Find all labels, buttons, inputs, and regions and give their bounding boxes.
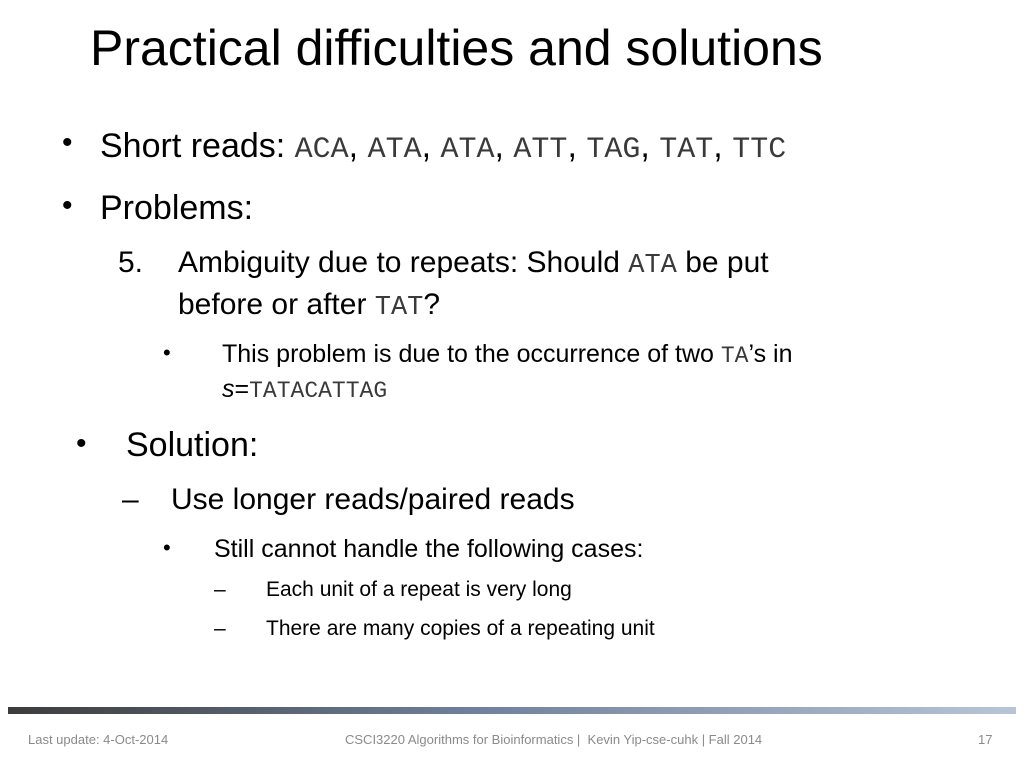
- item5-text: be put: [676, 246, 769, 279]
- read-sep: ,: [494, 127, 514, 165]
- sub-text: This problem is due to the occurrence of two: [222, 340, 721, 368]
- var-s: s: [222, 375, 235, 403]
- code-ta: TA: [720, 343, 749, 369]
- bullet-glyph: •: [62, 126, 73, 159]
- bullet-glyph: •: [163, 340, 171, 365]
- dash-glyph: –: [214, 578, 226, 601]
- read-sep: ,: [421, 127, 441, 165]
- short-reads-line: [100, 126, 786, 168]
- code-ata: ATA: [628, 251, 677, 281]
- footer-divider: [8, 707, 1016, 714]
- read-sep: ,: [348, 127, 368, 165]
- read-sep: ,: [640, 127, 660, 165]
- short-reads-label: Short reads:: [100, 127, 295, 165]
- item5-text: ?: [423, 288, 441, 321]
- item5-text: Ambiguity due to repeats: Should: [178, 246, 629, 279]
- bullet-glyph: •: [163, 535, 171, 560]
- read-sep: ,: [567, 127, 587, 165]
- dash-glyph: –: [214, 617, 226, 640]
- dash-glyph: –: [122, 483, 139, 516]
- item5-text: before or after: [178, 288, 375, 321]
- sequence: TATACATTAG: [249, 378, 388, 404]
- solution-subsub: Still cannot handle the following cases:: [214, 535, 644, 563]
- item5-line1: [178, 245, 769, 282]
- solution-label: Solution:: [126, 426, 259, 464]
- bullet-glyph: •: [62, 189, 73, 222]
- sub-line2: [222, 374, 387, 406]
- read-3: ATA: [440, 133, 495, 167]
- read-sep: ,: [713, 127, 733, 165]
- page-number: 17: [978, 732, 993, 747]
- problems-label: Problems:: [100, 189, 254, 227]
- read-5: TAG: [586, 133, 641, 167]
- read-1: ACA: [294, 133, 349, 167]
- read-7: TTC: [732, 133, 787, 167]
- read-6: TAT: [659, 133, 714, 167]
- slide-title: Practical difficulties and solutions: [90, 20, 823, 76]
- case-1: Each unit of a repeat is very long: [266, 578, 572, 601]
- case-2: There are many copies of a repeating unit: [266, 617, 655, 640]
- footer-course: CSCI3220 Algorithms for Bioinformatics | Kevin Yip-cse-cuhk | Fall 2014: [345, 732, 763, 747]
- item5-line2: [178, 287, 440, 324]
- footer-last-update: Last update: 4-Oct-2014: [28, 732, 169, 747]
- sub-line1: [222, 339, 792, 371]
- bullet-glyph: •: [76, 427, 87, 460]
- solution-sub: Use longer reads/paired reads: [171, 483, 575, 516]
- equals-sign: =: [234, 375, 250, 403]
- read-4: ATT: [513, 133, 568, 167]
- code-tat: TAT: [374, 293, 424, 323]
- item-number: 5.: [118, 246, 144, 279]
- sub-text: ’s in: [748, 340, 793, 368]
- read-2: ATA: [367, 133, 422, 167]
